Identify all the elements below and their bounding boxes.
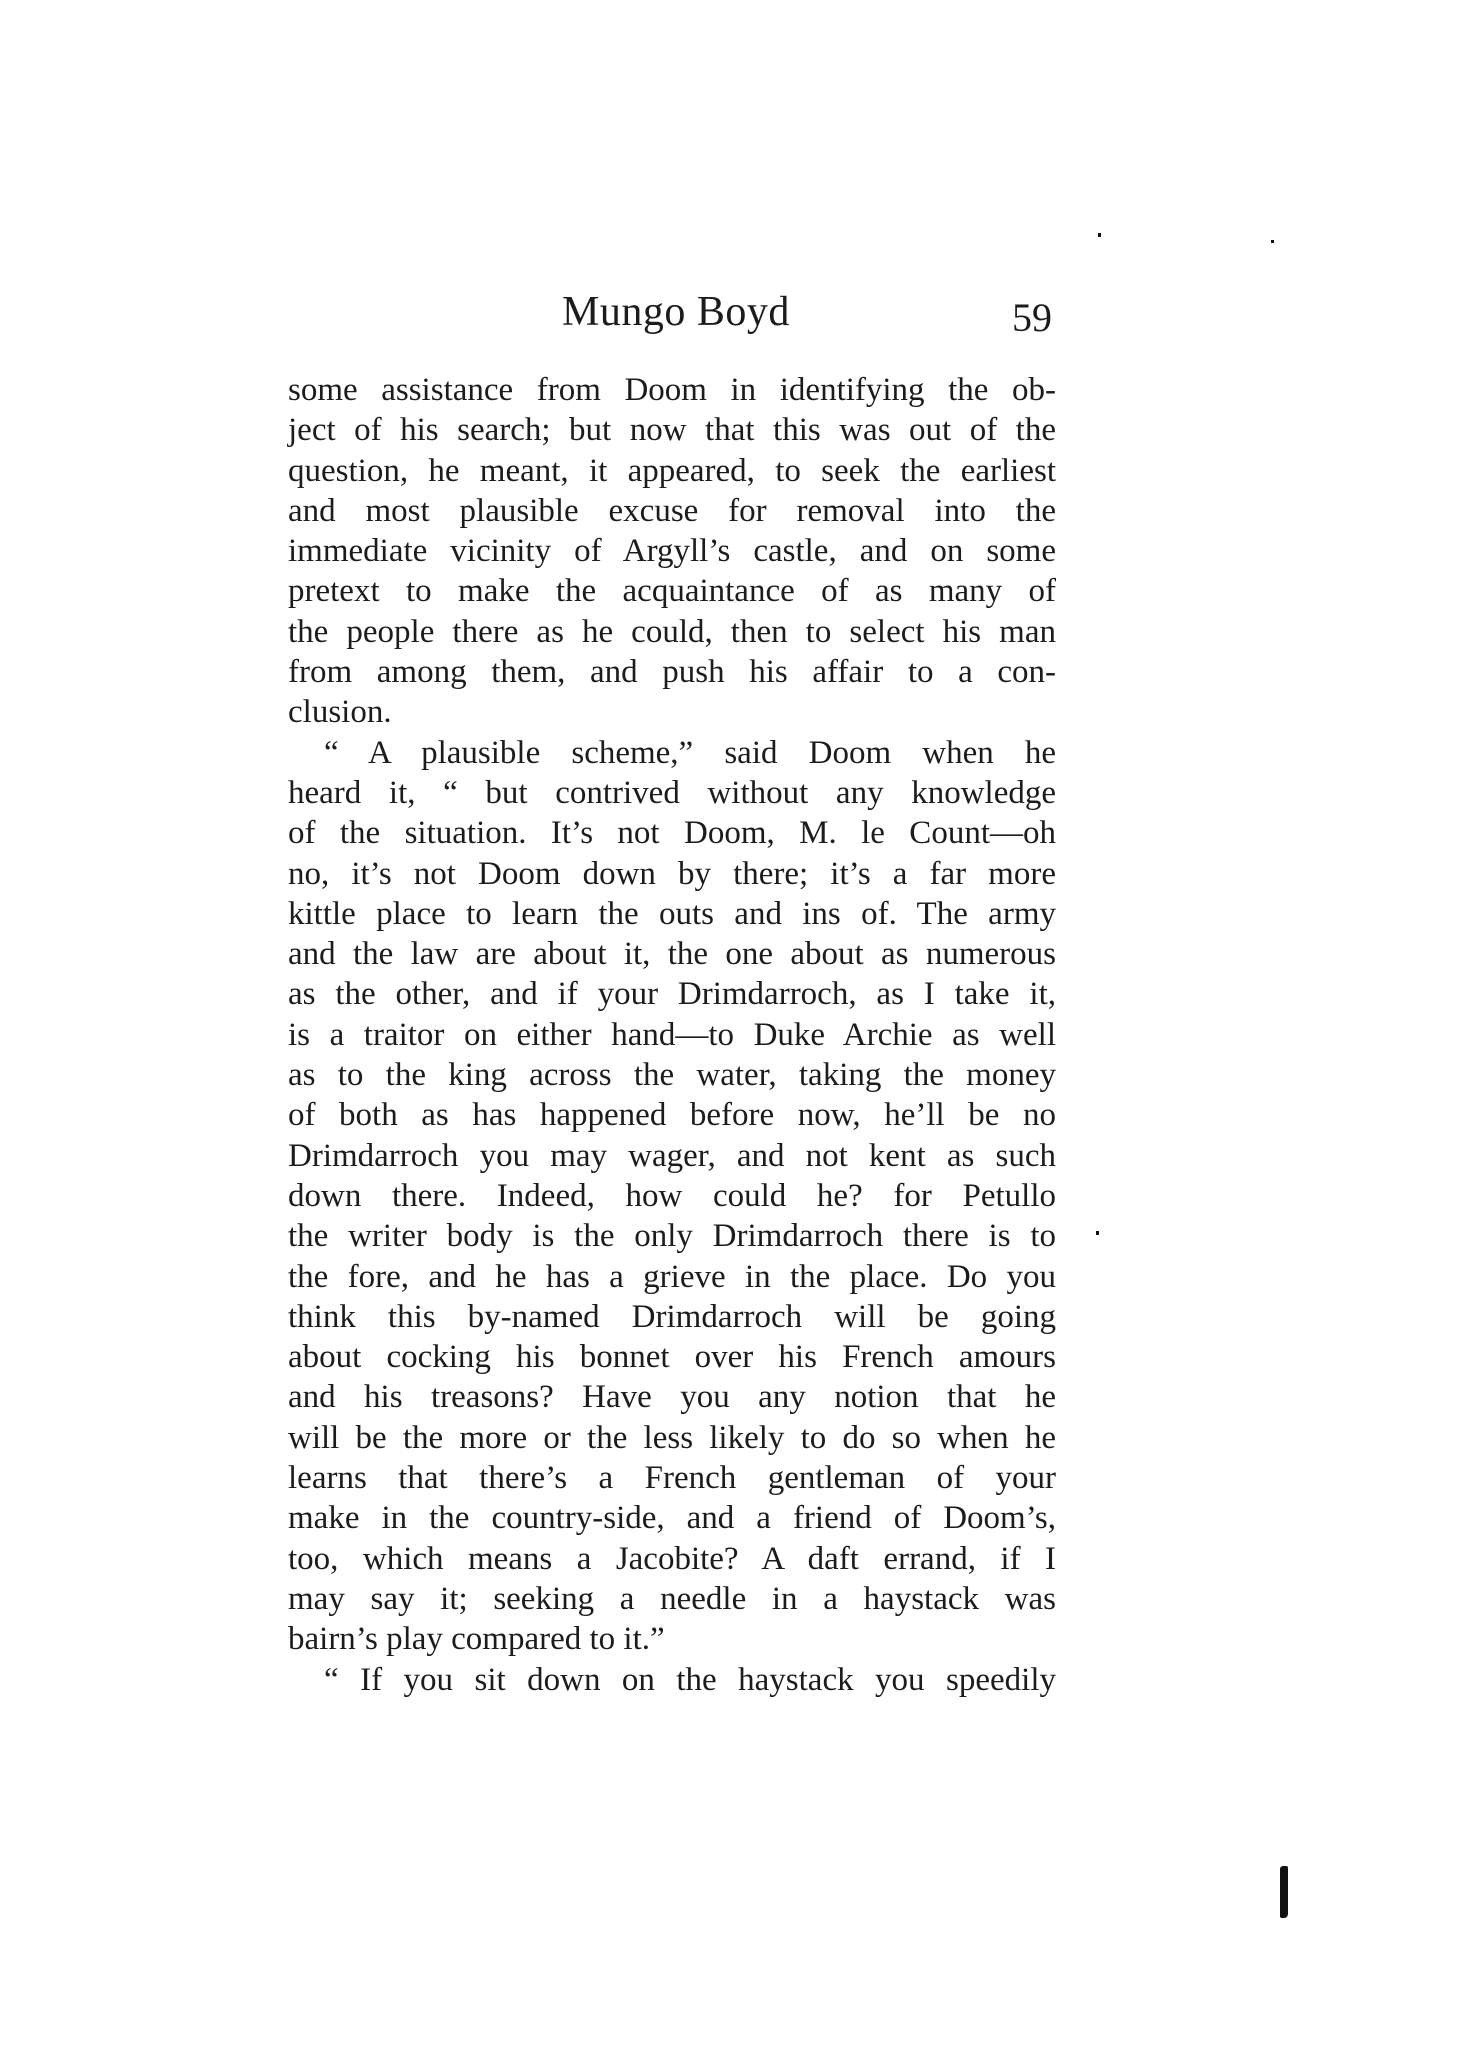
text-line: no, it’s not Doom down by there; it’s a far more bbox=[288, 855, 1056, 892]
text-line: about cocking his bonnet over his French amours bbox=[288, 1339, 1056, 1376]
body-text bbox=[288, 370, 1056, 1700]
text-line: immediate vicinity of Argyll’s castle, and on some bbox=[288, 533, 1056, 570]
text-line: of both as has happened before now, he’ll be no bbox=[288, 1097, 1056, 1134]
text-line: as the other, and if your Drimdarroch, as I take it, bbox=[288, 976, 1056, 1013]
text-line: and most plausible excuse for removal into the bbox=[288, 492, 1056, 529]
text-line: think this by-named Drimdarroch will be going bbox=[288, 1298, 1056, 1335]
page-number: 59 bbox=[1012, 295, 1052, 340]
text-line: is a traitor on either hand—to Duke Archie as well bbox=[288, 1016, 1056, 1053]
text-line: clusion. bbox=[288, 694, 392, 731]
text-line: learns that there’s a French gentleman of your bbox=[288, 1460, 1056, 1497]
text-line: down there. Indeed, how could he? for Petullo bbox=[288, 1177, 1056, 1214]
text-line: will be the more or the less likely to do so when he bbox=[288, 1419, 1056, 1456]
scan-speck bbox=[1271, 240, 1274, 243]
text-line: make in the country-side, and a friend of Doom’s, bbox=[288, 1500, 1056, 1537]
text-line: bairn’s play compared to it.” bbox=[288, 1621, 665, 1658]
text-line: kittle place to learn the outs and ins of. The army bbox=[288, 895, 1056, 932]
text-line: heard it, “ but contrived without any knowledge bbox=[288, 774, 1056, 811]
text-line: “ A plausible scheme,” said Doom when he bbox=[324, 734, 1056, 771]
text-line: too, which means a Jacobite? A daft errand, if I bbox=[288, 1540, 1056, 1577]
text-line: “ If you sit down on the haystack you speedily bbox=[324, 1661, 1056, 1698]
text-line: of the situation. It’s not Doom, M. le Count—oh bbox=[288, 815, 1056, 852]
text-line: ject of his search; but now that this was out of the bbox=[288, 412, 1056, 449]
text-line: some assistance from Doom in identifying the ob- bbox=[288, 372, 1056, 408]
text-line: question, he meant, it appeared, to seek the earliest bbox=[288, 452, 1056, 489]
text-line: the people there as he could, then to select his man bbox=[288, 613, 1056, 650]
text-line: from among them, and push his affair to a con- bbox=[288, 654, 1056, 691]
scan-speck bbox=[1096, 1231, 1099, 1235]
running-title: Mungo Boyd bbox=[562, 289, 790, 335]
scan-speck bbox=[1280, 1866, 1288, 1918]
text-line: and his treasons? Have you any notion that he bbox=[288, 1379, 1056, 1416]
text-line: Drimdarroch you may wager, and not kent as such bbox=[288, 1137, 1056, 1174]
text-line: as to the king across the water, taking the money bbox=[288, 1057, 1056, 1094]
text-line: the fore, and he has a grieve in the place. Do you bbox=[288, 1258, 1056, 1295]
text-line: pretext to make the acquaintance of as many of bbox=[288, 573, 1056, 610]
text-line: may say it; seeking a needle in a haystack was bbox=[288, 1580, 1056, 1617]
scan-speck bbox=[1098, 233, 1101, 237]
text-line: and the law are about it, the one about as numerous bbox=[288, 936, 1056, 973]
text-line: the writer body is the only Drimdarroch there is to bbox=[288, 1218, 1056, 1255]
running-head bbox=[0, 282, 1467, 342]
